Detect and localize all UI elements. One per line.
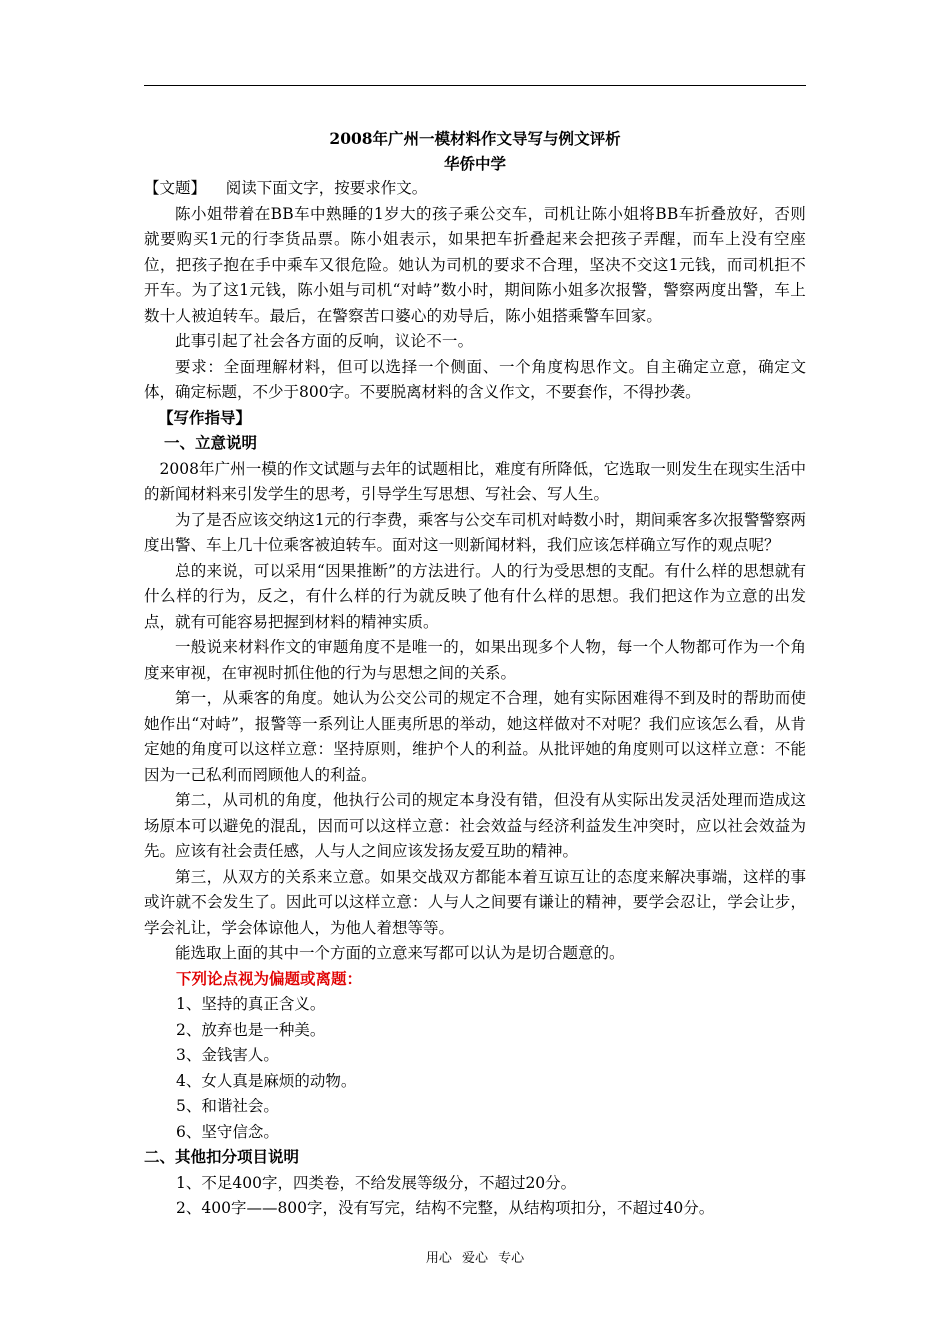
header-rule	[144, 85, 806, 86]
offtopic-list	[144, 992, 806, 1145]
section1-paragraph: 第二，从司机的角度，他执行公司的规定本身没有错，但没有从实际出发灵活处理而造成这场原本可以避免的混乱，因而可以这样立意：社会效益与经济利益发生冲突时，应以社会效益为先。应该有社会责任感，人与人之间应该发扬友爱互助的精神。	[144, 791, 806, 860]
list-item: 2、400字——800字，没有写完，结构不完整，从结构项扣分，不超过40分。	[176, 1199, 715, 1217]
guide-heading: 【写作指导】	[158, 408, 252, 427]
section1-paragraph: 2008年广州一模的作文试题与去年的试题相比，难度有所降低，它选取一则发生在现实生活中的新闻材料来引发学生的思考，引导学生写思想、写社会、写人生。	[144, 459, 806, 503]
list-item: 3、金钱害人。	[176, 1046, 279, 1064]
prompt-line	[144, 176, 806, 202]
section2-heading: 二、其他扣分项目说明	[144, 1148, 300, 1166]
section1-paragraph: 能选取上面的其中一个方面的立意来写都可以认为是切合题意的。	[175, 944, 625, 962]
prompt-instruction: 阅读下面文字，按要求作文。	[225, 179, 428, 197]
list-item: 5、和谐社会。	[176, 1097, 279, 1115]
section1-heading: 一、立意说明	[164, 434, 258, 452]
prompt-reaction: 此事引起了社会各方面的反响，议论不一。	[175, 332, 474, 350]
offtopic-warning: 下列论点视为偏题或离题：	[176, 969, 363, 988]
school-name: 华侨中学	[443, 154, 506, 173]
list-item: 1、不足400字，四类卷，不给发展等级分，不超过20分。	[176, 1173, 577, 1192]
prompt-requirement: 要求：全面理解材料，但可以选择一个侧面、一个角度构思作文。自主确定立意，确定文体，确定标题，不少于800字。不要脱离材料的含义作文，不要套作，不得抄袭。	[144, 357, 806, 401]
list-item: 2、放弃也是一种美。	[176, 1020, 326, 1039]
prompt-material: 陈小姐带着在BB车中熟睡的1岁大的孩子乘公交车，司机让陈小姐将BB车折叠放好，否则就要购买1元的行李货品票。陈小姐表示，如果把车折叠起来会把孩子弄醒，而车上没有空座位，把孩子抱在手中乘车又很危险。她认为司机的要求不合理，坚决不交这1元钱，而司机拒不开车。为了这1元钱，陈小姐与司机“对峙”数小时，期间陈小姐多次报警，警察两度出警，车上数十人被迫转车。最后，在警察苦口婆心的劝导后，陈小姐搭乘警车回家。	[144, 204, 806, 325]
page-footer: 用心 爱心 专心	[425, 1251, 525, 1266]
deduction-list	[144, 1171, 806, 1222]
section1-paragraph: 一般说来材料作文的审题角度不是唯一的，如果出现多个人物，每一个人物都可作为一个角度来审视，在审视时抓住他的行为与思想之间的关系。	[144, 638, 806, 682]
section1-paragraph: 总的来说，可以采用“因果推断”的方法进行。人的行为受思想的支配。有什么样的思想就有什么样的行为，反之，有什么样的行为就反映了他有什么样的思想。我们把这作为立意的出发点，就有可能容易把握到材料的精神实质。	[144, 561, 806, 631]
document-body	[144, 126, 806, 1222]
list-item: 6、坚守信念。	[176, 1122, 279, 1141]
section1-paragraph: 第一，从乘客的角度。她认为公交公司的规定不合理，她有实际困难得不到及时的帮助而使她作出“对峙”，报警等一系列让人匪夷所思的举动，她这样做对不对呢？我们应该怎么看，从肯定她的角度可以这样立意：坚持原则，维护个人的利益。从批评她的角度则可以这样立意：不能因为一己私利而罔顾他人的利益。	[144, 689, 806, 784]
prompt-label: 【文题】	[144, 179, 207, 197]
list-item: 4、女人真是麻烦的动物。	[176, 1071, 357, 1090]
document-title: 2008年广州一模材料作文导写与例文评析	[329, 129, 621, 148]
section1-paragraph: 为了是否应该交纳这1元的行李费，乘客与公交车司机对峙数小时，期间乘客多次报警警察两度出警、车上几十位乘客被迫转车。面对这一则新闻材料，我们应该怎样确立写作的观点呢？	[144, 510, 806, 554]
section1-paragraph: 第三，从双方的关系来立意。如果交战双方都能本着互谅互让的态度来解决事端，这样的事或许就不会发生了。因此可以这样立意：人与人之间要有谦让的精神，要学会忍让，学会让步，学会礼让，学会体谅他人，为他人着想等等。	[144, 867, 806, 937]
list-item: 1、坚持的真正含义。	[176, 995, 326, 1013]
